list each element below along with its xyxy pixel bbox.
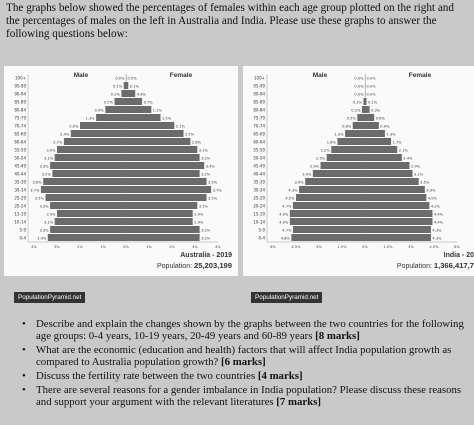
india-male-bar	[321, 162, 365, 169]
australia-female-value-label: 3.5%	[208, 196, 218, 201]
india-male-bar	[305, 178, 365, 185]
australia-female-value-label: 0.0%	[127, 76, 137, 81]
question-marks: [7 marks]	[276, 396, 321, 408]
australia-male-bar	[41, 186, 126, 193]
india-female-bar	[365, 234, 431, 241]
australia-male-bar	[71, 130, 126, 137]
india-female-bar	[365, 146, 397, 153]
question-marks: [8 marks]	[315, 330, 360, 342]
india-female-bar	[365, 226, 431, 233]
australia-age-tick-label: 30-34	[14, 187, 26, 193]
australia-age-tick-label: 75-79	[14, 115, 26, 121]
australia-age-tick-label: 20-24	[14, 203, 26, 209]
india-male-bar	[345, 130, 365, 137]
australia-male-value-label: 3.2%	[41, 172, 51, 177]
australia-male-value-label: 3.3%	[39, 228, 49, 233]
india-age-tick-label: 100+	[254, 75, 265, 81]
question-text: There are several reasons for a gender imbalance in India population? Please discuss these reasons and support your argument with the relevant literatures	[36, 384, 462, 408]
india-male-value-label: 4.7%	[282, 228, 292, 233]
australia-male-bar	[115, 98, 127, 105]
india-female-value-label: 0.0%	[366, 84, 376, 89]
india-male-bar	[363, 98, 365, 105]
australia-female-value-label: 0.7%	[143, 100, 153, 105]
bullet-icon: •	[22, 370, 26, 382]
question-text: What are the economic (education and health) factors that will affect India population growth as compared to Australia population growth?	[36, 344, 452, 368]
india-male-bar	[291, 234, 365, 241]
india-male-bar	[337, 138, 365, 145]
australia-female-value-label: 3.2%	[201, 172, 211, 177]
australia-male-value-label: 3.6%	[32, 180, 42, 185]
australia-female-bar	[126, 154, 200, 161]
australia-male-value-label: 0.9%	[94, 108, 104, 113]
australia-male-value-label: 3.3%	[39, 204, 49, 209]
australia-male-bar	[64, 138, 126, 145]
india-male-value-label: 2.5%	[316, 156, 326, 161]
india-age-tick-label: 50-54	[253, 155, 265, 161]
australia-female-label: Female	[169, 72, 193, 79]
australia-x-tick-label: 2%	[169, 245, 175, 249]
australia-x-tick-label: 2%	[77, 245, 83, 249]
australia-female-value-label: 3.2%	[201, 236, 211, 241]
india-x-tick-label: 3%	[408, 245, 414, 249]
australia-male-value-label: 1.3%	[85, 116, 95, 121]
india-female-value-label: 1.3%	[386, 132, 396, 137]
australia-age-tick-label: 80-84	[14, 107, 26, 113]
india-brand-logo[interactable]: PopulationPyramid.net	[251, 292, 322, 303]
australia-age-tick-label: 90-94	[14, 91, 26, 97]
india-male-bar	[327, 154, 365, 161]
australia-age-tick-label: 5-9	[19, 227, 26, 233]
india-male-bar	[290, 210, 365, 217]
india-female-value-label: 0.3%	[371, 108, 381, 113]
australia-male-bar	[105, 106, 126, 113]
australia-male-bar	[50, 162, 126, 169]
australia-female-bar	[126, 234, 200, 241]
australia-female-bar	[126, 90, 135, 97]
india-female-bar	[365, 218, 432, 225]
australia-female-bar	[126, 178, 207, 185]
australia-age-tick-label: 65-69	[14, 131, 26, 137]
australia-female-bar	[126, 186, 211, 193]
india-male-value-label: 0.0%	[354, 92, 364, 97]
australia-x-tick-label: 4%	[31, 245, 37, 249]
australia-age-tick-label: 0-4	[19, 235, 26, 241]
india-male-value-label: 2.9%	[309, 164, 320, 169]
australia-age-tick-label: 25-29	[14, 195, 26, 201]
question-text: Describe and explain the changes shown by the graphs between the two countries for the following age groups: 0-4 years, 10-19 years, 20-49 years and 60-89 years	[36, 318, 464, 342]
australia-male-bar	[52, 170, 126, 177]
australia-male-bar	[121, 90, 126, 97]
india-age-tick-label: 55-59	[253, 147, 265, 153]
india-female-bar	[365, 194, 426, 201]
india-female-value-label: 3.5%	[420, 180, 430, 185]
india-female-bar	[365, 130, 385, 137]
australia-male-bar	[50, 226, 126, 233]
australia-female-bar	[126, 218, 193, 225]
australia-female-value-label: 2.9%	[194, 220, 204, 225]
india-x-tick-label: 4.5%	[291, 245, 301, 249]
india-female-bar	[365, 202, 429, 209]
india-male-value-label: 3.9%	[294, 180, 304, 185]
india-female-value-label: 1.7%	[392, 140, 402, 145]
india-female-bar	[365, 122, 379, 129]
india-female-value-label: 3.1%	[414, 172, 424, 177]
india-pyramid-panel	[243, 66, 474, 276]
australia-male-bar	[48, 234, 126, 241]
australia-male-bar	[57, 146, 126, 153]
india-age-tick-label: 80-84	[253, 107, 265, 113]
india-population-label: Population:	[396, 263, 434, 270]
australia-female-value-label: 3.2%	[201, 228, 211, 233]
india-female-bar	[365, 106, 370, 113]
india-female-bar	[365, 162, 409, 169]
india-female-value-label: 0.1%	[368, 100, 378, 105]
australia-female-value-label: 3.4%	[205, 164, 215, 169]
australia-male-bar	[57, 210, 126, 217]
australia-male-label: Male	[73, 72, 89, 79]
australia-age-tick-label: 15-19	[14, 211, 26, 217]
australia-age-tick-label: 100+	[15, 75, 26, 81]
australia-female-value-label: 2.1%	[175, 124, 185, 129]
intro-text: The graphs below showed the percentages of females within each age group plotted on the right and the percentages of males on the left in Australia and India. Please use these graphs to answer the following questions below:	[6, 2, 454, 40]
question-list	[22, 318, 468, 410]
india-female-value-label: 2.9%	[410, 164, 421, 169]
australia-male-value-label: 3.3%	[39, 164, 49, 169]
india-age-tick-label: 95-99	[253, 83, 265, 89]
bullet-icon: •	[22, 318, 26, 330]
question-marks: [4 marks]	[257, 370, 303, 382]
question-item	[22, 370, 468, 382]
india-female-value-label: 4.4%	[433, 220, 444, 225]
india-age-tick-label: 5-9	[258, 227, 265, 233]
australia-male-value-label: 0.5%	[103, 100, 113, 105]
australia-population-label: Population:	[157, 263, 194, 270]
australia-female-bar	[126, 170, 200, 177]
india-male-bar	[290, 218, 365, 225]
australia-male-value-label: 3.5%	[34, 196, 44, 201]
bullet-icon: •	[22, 384, 26, 396]
india-male-value-label: 1.3%	[334, 132, 344, 137]
australia-age-tick-label: 55-59	[14, 147, 26, 153]
australia-brand-logo[interactable]: PopulationPyramid.net	[14, 292, 85, 303]
india-male-bar	[357, 114, 365, 121]
india-female-label: Female	[408, 72, 432, 79]
india-age-tick-label: 70-74	[253, 123, 265, 129]
india-x-tick-label: 4.5%	[429, 245, 439, 249]
india-male-value-label: 0.0%	[354, 76, 364, 81]
australia-female-bar	[126, 162, 204, 169]
india-male-bar	[299, 186, 365, 193]
india-female-value-label: 4.0%	[427, 196, 437, 201]
australia-female-bar	[126, 226, 200, 233]
india-female-bar	[365, 170, 413, 177]
india-male-bar	[313, 170, 365, 177]
india-female-value-label: 4.3%	[432, 236, 442, 241]
australia-population	[72, 261, 232, 270]
australia-age-tick-label: 60-64	[14, 139, 26, 145]
india-male-bar	[293, 202, 365, 209]
india-x-tick-label: 1.5%	[383, 245, 393, 249]
australia-age-tick-label: 10-14	[14, 219, 26, 225]
india-male-bar	[296, 194, 365, 201]
india-female-value-label: 2.1%	[398, 148, 408, 153]
india-male-value-label: 0.1%	[352, 100, 362, 105]
india-age-tick-label: 10-14	[253, 219, 265, 225]
australia-male-bar	[43, 178, 126, 185]
india-male-bar	[362, 106, 365, 113]
australia-male-value-label: 2.4%	[60, 132, 70, 137]
india-male-value-label: 3.4%	[302, 172, 312, 177]
india-age-tick-label: 65-69	[253, 131, 265, 137]
india-age-tick-label: 35-39	[253, 179, 265, 185]
india-female-value-label: 2.4%	[403, 156, 413, 161]
australia-age-tick-label: 40-44	[14, 171, 26, 177]
australia-female-value-label: 2.8%	[191, 140, 202, 145]
india-male-value-label: 4.9%	[279, 212, 289, 217]
india-male-value-label: 1.8%	[326, 140, 336, 145]
australia-female-value-label: 2.9%	[194, 212, 204, 217]
india-female-value-label: 4.4%	[433, 212, 444, 217]
india-male-value-label: 0.8%	[342, 124, 352, 129]
australia-x-tick-label: 1%	[146, 245, 152, 249]
india-male-label: Male	[312, 72, 328, 79]
india-female-bar	[365, 98, 367, 105]
australia-male-bar	[96, 114, 126, 121]
india-male-value-label: 4.9%	[279, 220, 289, 225]
india-female-bar	[365, 210, 432, 217]
australia-chart-title: Australia - 2019	[180, 252, 232, 259]
australia-female-value-label: 3.7%	[212, 188, 222, 193]
india-population	[304, 261, 474, 270]
australia-female-bar	[126, 98, 142, 105]
india-male-bar	[293, 226, 365, 233]
australia-male-value-label: 0.1%	[113, 84, 123, 89]
india-male-value-label: 2.2%	[320, 148, 330, 153]
question-text: Discuss the fertility rate between the two countries	[36, 370, 258, 382]
australia-x-tick-label: 3%	[192, 245, 198, 249]
australia-male-value-label: 2.7%	[53, 140, 63, 145]
australia-male-bar	[55, 218, 126, 225]
india-male-value-label: 4.3%	[288, 188, 298, 193]
india-male-value-label: 4.5%	[285, 196, 295, 201]
india-female-value-label: 0.6%	[375, 116, 385, 121]
australia-female-bar	[126, 114, 161, 121]
australia-age-tick-label: 45-49	[14, 163, 26, 169]
india-pyramid-chart	[243, 66, 474, 276]
australia-male-value-label: 3.4%	[37, 236, 47, 241]
india-male-value-label: 4.8%	[280, 236, 290, 241]
india-female-bar	[365, 138, 391, 145]
australia-female-bar	[126, 210, 193, 217]
india-female-bar	[365, 114, 374, 121]
australia-female-value-label: 3.1%	[198, 204, 208, 209]
india-chart-title: India - 20	[443, 252, 474, 259]
india-x-tick-label: 6%	[454, 245, 460, 249]
india-x-tick-label: 3%	[316, 245, 322, 249]
australia-female-bar	[126, 82, 128, 89]
australia-female-value-label: 2.5%	[185, 132, 195, 137]
india-x-tick-label: 1.5%	[337, 245, 347, 249]
india-female-value-label: 4.3%	[432, 228, 442, 233]
india-age-tick-label: 25-29	[253, 195, 265, 201]
australia-male-value-label: 3.7%	[30, 188, 40, 193]
bullet-icon: •	[22, 344, 26, 356]
australia-female-value-label: 3.5%	[208, 180, 218, 185]
india-male-value-label: 4.7%	[282, 204, 292, 209]
australia-female-bar	[126, 138, 190, 145]
australia-female-bar	[126, 106, 151, 113]
india-male-value-label: 0.5%	[346, 116, 356, 121]
australia-male-bar	[55, 154, 126, 161]
india-female-value-label: 4.2%	[430, 204, 441, 209]
india-age-tick-label: 45-49	[253, 163, 265, 169]
australia-female-value-label: 1.5%	[162, 116, 172, 121]
india-male-bar	[353, 122, 365, 129]
australia-population-value: 25,203,199	[193, 261, 232, 270]
australia-male-value-label: 3.1%	[44, 220, 54, 225]
india-age-tick-label: 30-34	[253, 187, 265, 193]
australia-female-bar	[126, 194, 207, 201]
australia-male-value-label: 3.0%	[46, 148, 56, 153]
australia-female-value-label: 3.1%	[198, 148, 208, 153]
australia-female-bar	[126, 202, 197, 209]
india-age-tick-label: 15-19	[253, 211, 265, 217]
australia-female-value-label: 3.2%	[201, 156, 211, 161]
australia-age-tick-label: 95-99	[14, 83, 26, 89]
india-female-value-label: 3.9%	[426, 188, 436, 193]
india-x-tick-label: 0%	[362, 245, 368, 249]
australia-x-tick-label: 3%	[54, 245, 60, 249]
australia-x-tick-label: 0%	[123, 245, 129, 249]
india-female-value-label: 0.0%	[366, 92, 376, 97]
australia-female-bar	[126, 130, 184, 137]
australia-male-bar	[80, 122, 126, 129]
australia-male-value-label: 3.1%	[44, 156, 54, 161]
india-female-bar	[365, 186, 425, 193]
australia-x-tick-label: 4%	[215, 245, 221, 249]
question-item	[22, 344, 468, 368]
australia-female-value-label: 1.1%	[152, 108, 162, 113]
australia-female-bar	[126, 122, 174, 129]
question-item	[22, 318, 468, 342]
question-marks: [6 marks]	[221, 356, 266, 368]
india-x-tick-label: 6%	[270, 245, 276, 249]
india-population-value: 1,366,417,7	[433, 261, 474, 270]
australia-age-tick-label: 35-39	[14, 179, 26, 185]
india-age-tick-label: 40-44	[253, 171, 265, 177]
australia-female-value-label: 0.4%	[136, 92, 146, 97]
australia-pyramid-chart	[4, 66, 238, 276]
australia-female-value-label: 0.1%	[129, 84, 139, 89]
australia-male-bar	[46, 194, 127, 201]
australia-female-bar	[126, 146, 197, 153]
india-male-value-label: 0.0%	[354, 84, 364, 89]
india-age-tick-label: 75-79	[253, 115, 265, 121]
question-item	[22, 384, 468, 408]
australia-age-tick-label: 50-54	[14, 155, 26, 161]
india-female-bar	[365, 154, 402, 161]
australia-age-tick-label: 70-74	[14, 123, 26, 129]
australia-male-value-label: 3.0%	[46, 212, 56, 217]
india-male-bar	[331, 146, 365, 153]
india-age-tick-label: 20-24	[253, 203, 265, 209]
india-age-tick-label: 90-94	[253, 91, 265, 97]
australia-male-bar	[124, 82, 126, 89]
india-age-tick-label: 60-64	[253, 139, 265, 145]
australia-male-bar	[50, 202, 126, 209]
india-female-value-label: 0.0%	[366, 76, 376, 81]
india-female-bar	[365, 178, 419, 185]
india-female-value-label: 0.9%	[380, 124, 390, 129]
australia-male-value-label: 0.2%	[110, 92, 120, 97]
india-age-tick-label: 0-4	[258, 235, 265, 241]
australia-male-value-label: 0.0%	[115, 76, 125, 81]
australia-x-tick-label: 1%	[100, 245, 106, 249]
australia-pyramid-panel	[4, 66, 238, 276]
india-age-tick-label: 85-89	[253, 99, 265, 105]
australia-age-tick-label: 85-89	[14, 99, 26, 105]
australia-male-value-label: 2.0%	[69, 124, 79, 129]
india-male-value-label: 0.2%	[351, 108, 361, 113]
